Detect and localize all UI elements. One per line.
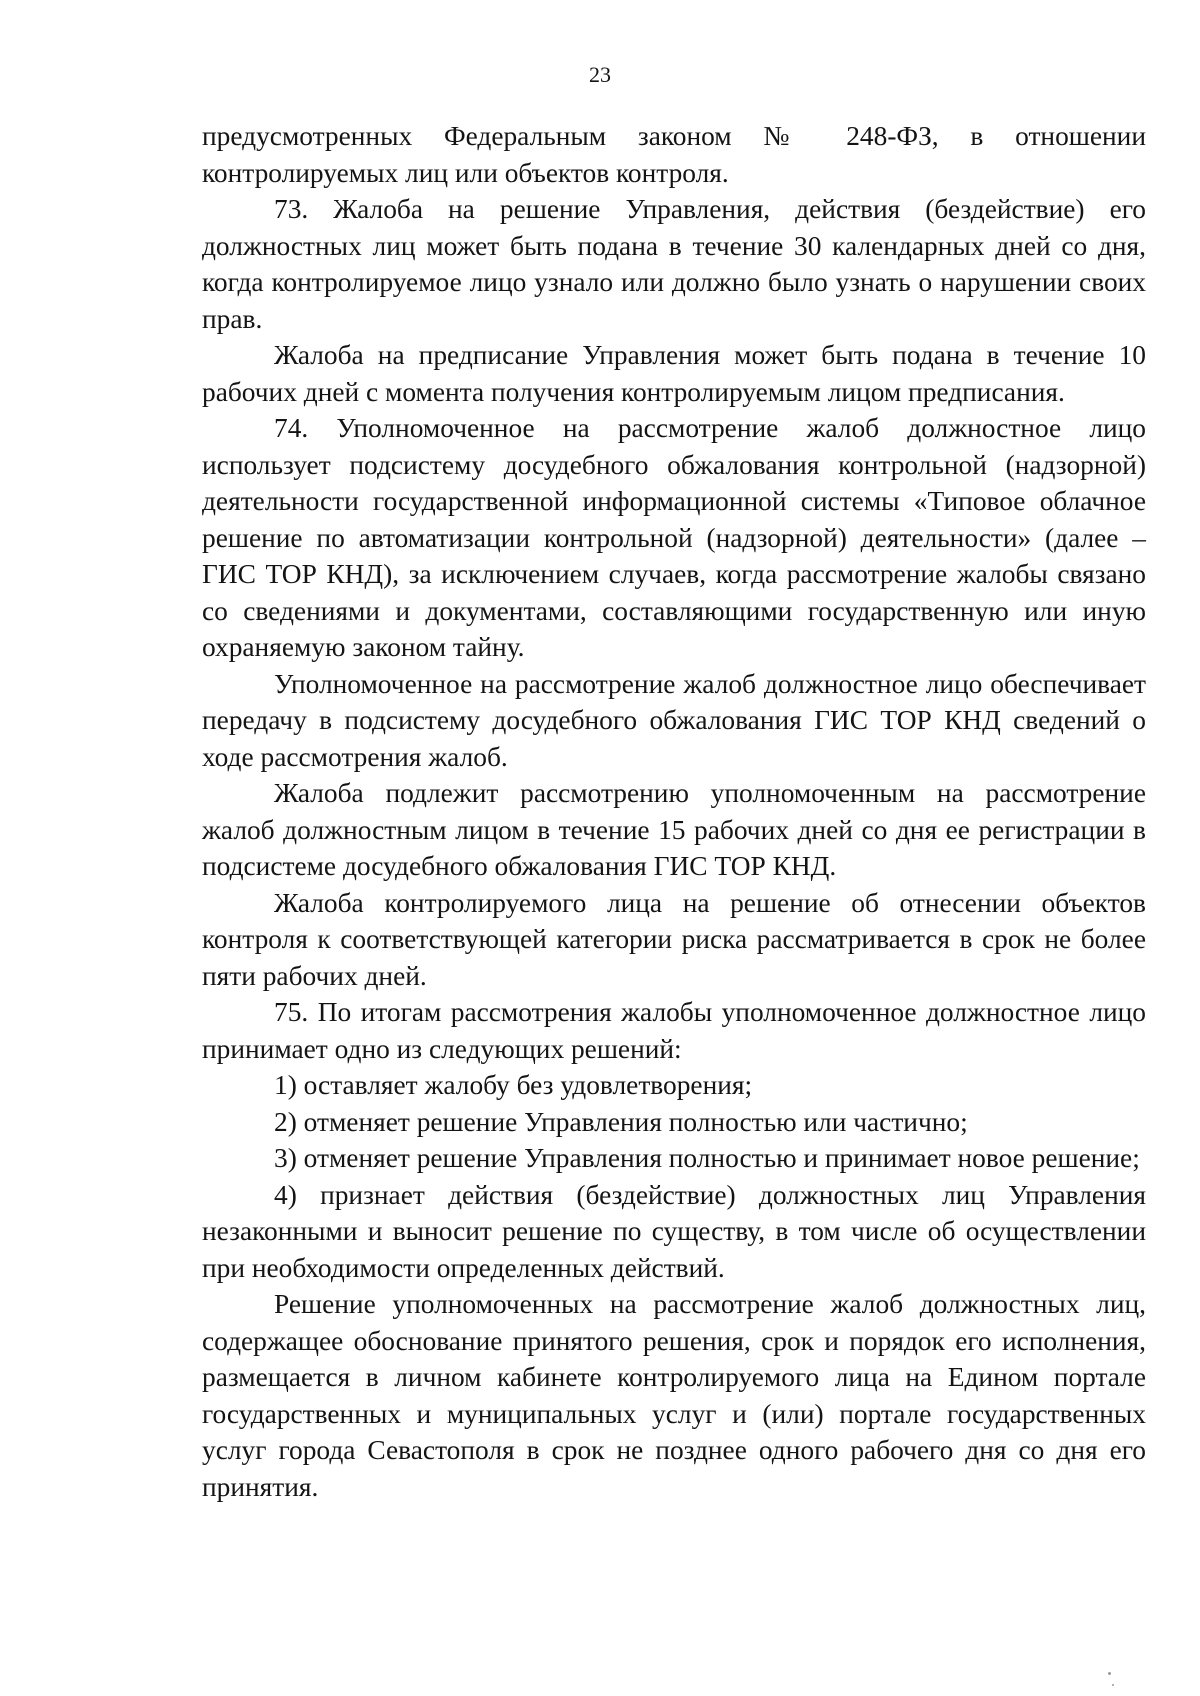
paragraph-item-74: 74. Уполномоченное на рассмотрение жалоб должностное лицо использует подсистему досудебного обжалования контрольной (надзорной) деятельности государственной информационной системы «Типовое облачное решение по автоматизации контрольной (надзорной) деятельности» (далее – ГИС ТОР КНД), за исключением случаев, когда рассмотрение жалобы связано со сведениями и документами, составляющими государственную или иную охраняемую законом тайну. — [202, 413, 1146, 662]
document-body — [202, 118, 1146, 1505]
page-number: 23 — [589, 62, 611, 87]
paragraph-item-75: 75. По итогам рассмотрения жалобы уполномоченное должностное лицо принимает одно из следующих решений: — [202, 997, 1146, 1064]
paragraph: Решение уполномоченных на рассмотрение жалоб должностных лиц, содержащее обоснование принятого решения, срок и порядок его исполнения, размещается в личном кабинете контролируемого лица на Едином портале государственных и муниципальных услуг и (или) портале государственных услуг города Севастополя в срок не позднее одного рабочего дня со дня его принятия. — [202, 1289, 1146, 1502]
paragraph-item-73: 73. Жалоба на решение Управления, действия (бездействие) его должностных лиц может быть подана в течение 30 календарных дней со дня, когда контролируемое лицо узнало или должно было узнать о нарушении своих прав. — [202, 194, 1146, 334]
list-item: 3) отменяет решение Управления полностью и принимает новое решение; — [274, 1143, 1140, 1173]
scan-artifact — [1108, 1672, 1111, 1675]
list-item: 4) признает действия (бездействие) должностных лиц Управления незаконными и выносит решение по существу, в том числе об осуществлении при необходимости определенных действий. — [202, 1179, 1146, 1283]
paragraph: Жалоба подлежит рассмотрению уполномоченным на рассмотрение жалоб должностным лицом в течение 15 рабочих дней со дня ее регистрации в подсистеме досудебного обжалования ГИС ТОР КНД. — [202, 778, 1146, 881]
paragraph: Уполномоченное на рассмотрение жалоб должностное лицо обеспечивает передачу в подсистему досудебного обжалования ГИС ТОР КНД сведений о ходе рассмотрения жалоб. — [202, 668, 1146, 772]
paragraph: предусмотренных Федеральным законом № 248-ФЗ, в отношении контролируемых лиц или объектов контроля. — [202, 121, 1146, 188]
paragraph: Жалоба контролируемого лица на решение об отнесении объектов контроля к соответствующей категории риска рассматривается в срок не более пяти рабочих дней. — [202, 887, 1146, 991]
list-item: 1) оставляет жалобу без удовлетворения; — [274, 1070, 753, 1100]
scan-artifact — [1112, 1684, 1114, 1686]
paragraph: Жалоба на предписание Управления может быть подана в течение 10 рабочих дней с момента получения контролируемым лицом предписания. — [202, 340, 1146, 407]
list-item: 2) отменяет решение Управления полностью или частично; — [274, 1106, 968, 1137]
